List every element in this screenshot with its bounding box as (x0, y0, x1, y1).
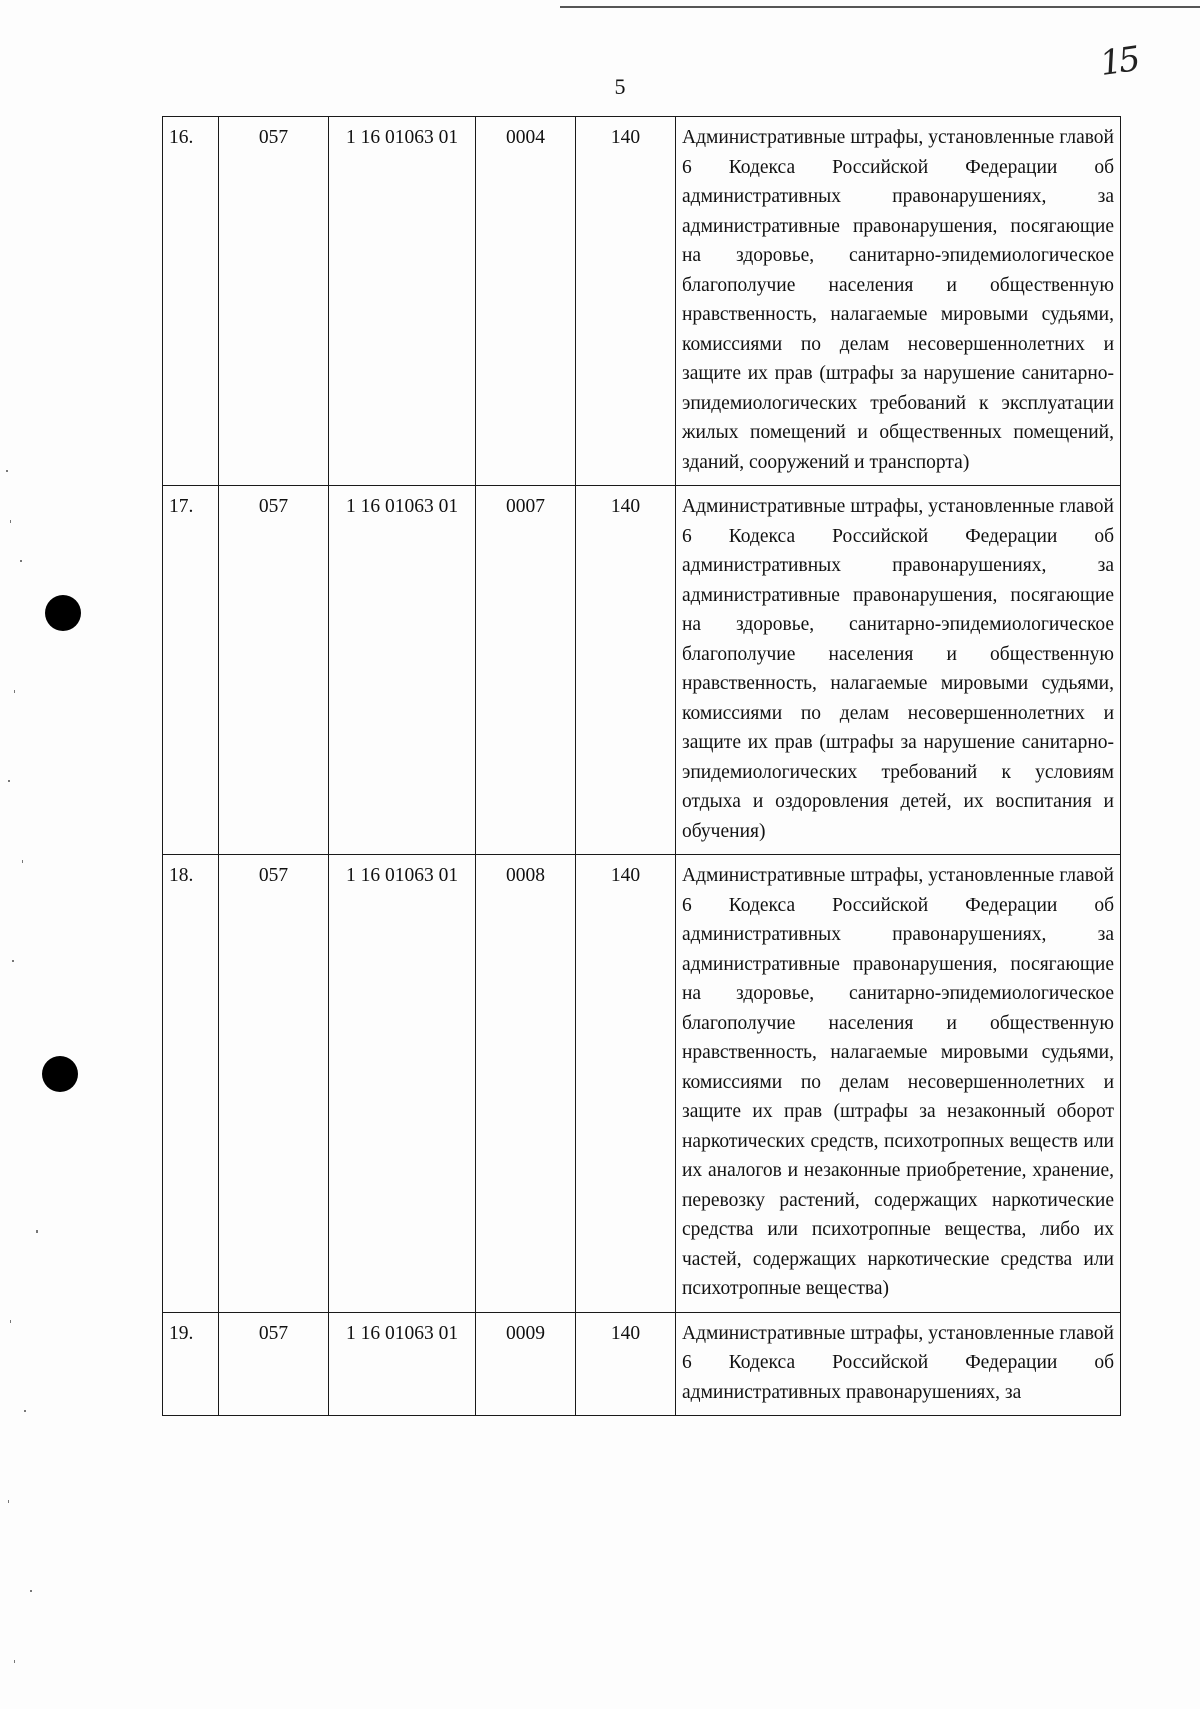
top-edge-line (560, 6, 1200, 8)
fee-description: Административные штрафы, установленные главой 6 Кодекса Российской Федерации об административных правонарушениях, за (676, 1312, 1121, 1416)
program-code: 0004 (476, 117, 576, 486)
punch-hole-mark (45, 595, 81, 631)
kind-code: 140 (576, 1312, 676, 1416)
program-code: 0008 (476, 855, 576, 1313)
punch-hole-mark (42, 1056, 78, 1092)
handwritten-sheet-number: 15 (1097, 39, 1140, 84)
kind-code: 140 (576, 855, 676, 1313)
revenue-code: 1 16 01063 01 (329, 486, 476, 855)
fee-description: Административные штрафы, установленные главой 6 Кодекса Российской Федерации об административных правонарушениях, за административные правонарушения, посягающие на здоровье, санитарно-эпидемиологическое благополучие населения и общественную нравственность, налагаемые мировыми судьями, комиссиями по делам несовершеннолетних и защите их прав (штрафы за нарушение санитарно-эпидемиологических требований к эксплуатации жилых помещений и общественных помещений, зданий, сооружений и транспорта) (676, 117, 1121, 486)
table-row (163, 486, 1121, 855)
revenue-code: 1 16 01063 01 (329, 117, 476, 486)
row-number: 18. (163, 855, 219, 1313)
program-code: 0007 (476, 486, 576, 855)
kind-code: 140 (576, 486, 676, 855)
scan-noise-dots (0, 0, 60, 1709)
row-number: 16. (163, 117, 219, 486)
admin-code: 057 (219, 486, 329, 855)
admin-code: 057 (219, 1312, 329, 1416)
table-row (163, 1312, 1121, 1416)
fees-table (162, 116, 1121, 1416)
revenue-code: 1 16 01063 01 (329, 1312, 476, 1416)
admin-code: 057 (219, 855, 329, 1313)
kind-code: 140 (576, 117, 676, 486)
row-number: 19. (163, 1312, 219, 1416)
row-number: 17. (163, 486, 219, 855)
page-number: 5 (614, 74, 626, 99)
program-code: 0009 (476, 1312, 576, 1416)
admin-code: 057 (219, 117, 329, 486)
table-row (163, 117, 1121, 486)
fee-description: Административные штрафы, установленные главой 6 Кодекса Российской Федерации об административных правонарушениях, за административные правонарушения, посягающие на здоровье, санитарно-эпидемиологическое благополучие населения и общественную нравственность, налагаемые мировыми судьями, комиссиями по делам несовершеннолетних и защите их прав (штрафы за нарушение санитарно-эпидемиологических требований к условиям отдыха и оздоровления детей, их воспитания и обучения) (676, 486, 1121, 855)
revenue-code: 1 16 01063 01 (329, 855, 476, 1313)
table-row (163, 855, 1121, 1313)
fee-description: Административные штрафы, установленные главой 6 Кодекса Российской Федерации об административных правонарушениях, за административные правонарушения, посягающие на здоровье, санитарно-эпидемиологическое благополучие населения и общественную нравственность, налагаемые мировыми судьями, комиссиями по делам несовершеннолетних и защите их прав (штрафы за незаконный оборот наркотических средств, психотропных веществ или их аналогов и незаконные приобретение, хранение, перевозку растений, содержащих наркотические средства или психотропные вещества, либо их частей, содержащих наркотические средства или психотропные вещества) (676, 855, 1121, 1313)
